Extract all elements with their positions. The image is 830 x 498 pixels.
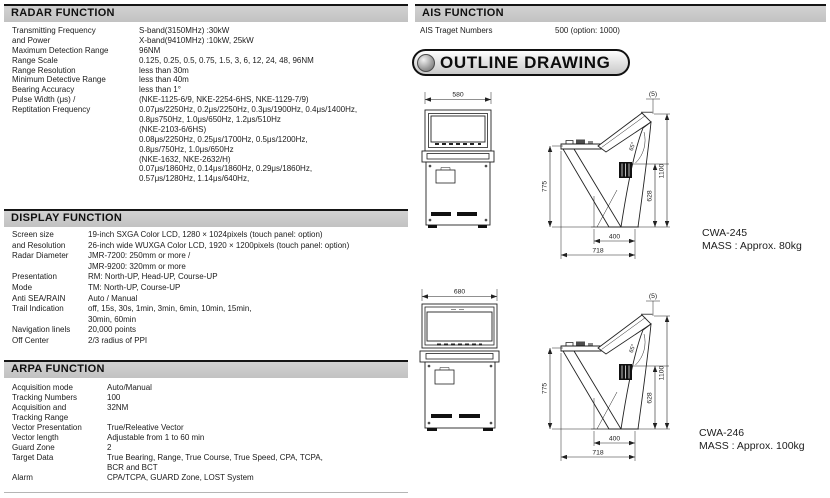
spec-row xyxy=(12,393,408,403)
spec-label-line: Trail Indication xyxy=(12,304,64,314)
spec-value xyxy=(139,66,408,76)
bottom-divider xyxy=(4,492,408,493)
spec-value-line: (NKE-1125-6/9, NKE-2254-6HS, NKE-1129-7/9) xyxy=(139,95,309,105)
spec-row xyxy=(12,95,408,184)
spec-value xyxy=(107,433,408,443)
spec-label-line: Tracking Range xyxy=(12,413,69,422)
spec-value xyxy=(139,26,408,46)
section-header-ais: AIS FUNCTION xyxy=(415,4,826,22)
spec-value xyxy=(139,46,408,56)
outline-drawing-badge xyxy=(412,49,630,76)
dim-front-width-label: 580 xyxy=(452,91,464,99)
spec-label xyxy=(420,26,555,36)
spec-row xyxy=(12,26,408,46)
spec-label-line: Target Data xyxy=(12,453,54,462)
spec-label xyxy=(12,393,107,403)
spec-label-line: and Power xyxy=(12,35,51,45)
spec-label xyxy=(12,423,107,433)
spec-value-line: 30min, 60min xyxy=(88,314,137,324)
spec-label xyxy=(12,443,107,453)
spec-row xyxy=(12,56,408,66)
model-mass: MASS : Approx. 100kg xyxy=(699,439,805,452)
spec-value-line: less than 40m xyxy=(139,75,189,85)
spec-value-line: 20,000 points xyxy=(88,325,137,335)
spec-value-line: JMR-7200: 250mm or more / xyxy=(88,251,191,261)
spec-value-line: 96NM xyxy=(139,45,161,55)
spec-value xyxy=(107,473,408,483)
spec-label-line: Range Resolution xyxy=(12,65,76,75)
spec-value xyxy=(88,304,408,325)
arpa-spec-table xyxy=(4,383,408,483)
spec-value xyxy=(139,56,408,66)
spec-value-line: 26-inch wide WUXGA Color LCD, 1920 × 1200pixels (touch panel: option) xyxy=(88,240,350,250)
spec-value xyxy=(88,251,408,272)
spec-value-line: 2/3 radius of PPI xyxy=(88,335,148,345)
spec-label xyxy=(12,251,88,272)
spec-label xyxy=(12,75,139,85)
spec-value-line: 32NM xyxy=(107,403,129,412)
spec-label xyxy=(12,85,139,95)
spec-value xyxy=(107,453,408,473)
spec-label-line: Vector length xyxy=(12,433,59,442)
spec-label xyxy=(12,66,139,76)
spec-row xyxy=(12,251,408,272)
spec-label xyxy=(12,433,107,443)
model-label-cwa-246 xyxy=(699,427,805,452)
spec-value xyxy=(107,383,408,393)
spec-label-line: Radar Diameter xyxy=(12,251,69,261)
bullet-sphere-icon xyxy=(417,54,435,72)
model-label-cwa-245 xyxy=(702,227,802,252)
spec-label-line: Range Scale xyxy=(12,55,58,65)
spec-label xyxy=(12,46,139,56)
spec-value-line: TM: North-UP, Course-UP xyxy=(88,282,181,292)
model-number: CWA-245 xyxy=(702,227,748,239)
spec-label xyxy=(12,230,88,251)
spec-value-line: less than 1° xyxy=(139,85,181,95)
spec-value xyxy=(139,95,408,184)
spec-value-line: 2 xyxy=(107,443,112,452)
section-header-display: DISPLAY FUNCTION xyxy=(4,209,408,227)
spec-value-line: True Bearing, Range, True Course, True Speed, CPA, TCPA, xyxy=(107,453,323,462)
spec-value-line: (NKE-1632, NKE-2632/H) xyxy=(139,154,231,164)
spec-value-line: S-band(3150MHz) :30kW xyxy=(139,26,230,35)
spec-value-line: Auto/Manual xyxy=(107,383,152,392)
spec-row xyxy=(12,325,408,336)
spec-value xyxy=(88,294,408,305)
spec-row xyxy=(12,473,408,483)
spec-row xyxy=(12,294,408,305)
spec-value xyxy=(555,26,826,36)
spec-value xyxy=(107,403,408,423)
spec-label xyxy=(12,383,107,393)
radar-spec-table xyxy=(4,26,408,184)
spec-label-line: Minimum Detective Range xyxy=(12,75,106,85)
spec-value-line: 0.8μs750Hz, 1.0μs/650Hz, 1.2μs/510Hz xyxy=(139,115,281,125)
spec-label-line: Alarm xyxy=(12,473,33,482)
spec-value-line: CPA/TCPA, GUARD Zone, LOST System xyxy=(107,473,254,482)
spec-value-line: True/Releative Vector xyxy=(107,423,184,432)
spec-label xyxy=(12,453,107,473)
spec-row xyxy=(420,26,826,36)
spec-label-line: Presentation xyxy=(12,272,57,282)
spec-row xyxy=(12,336,408,347)
spec-label-line: Off Center xyxy=(12,335,49,345)
spec-value xyxy=(139,75,408,85)
spec-label-line: Bearing Accuracy xyxy=(12,85,75,95)
spec-value-line: off, 15s, 30s, 1min, 3min, 6min, 10min, 15min, xyxy=(88,304,252,314)
spec-value-line: RM: North-UP, Head-UP, Course-UP xyxy=(88,272,218,282)
spec-value-line: (NKE-2103-6/6HS) xyxy=(139,124,207,134)
spec-value xyxy=(88,272,408,293)
spec-label-line: AIS Traget Numbers xyxy=(420,26,493,35)
spec-value-line: 0.125, 0.25, 0.5, 0.75, 1.5, 3, 6, 12, 24, 48, 96NM xyxy=(139,55,314,65)
spec-row xyxy=(12,75,408,85)
spec-value xyxy=(88,230,408,251)
spec-row xyxy=(12,423,408,433)
model-mass: MASS : Approx. 80kg xyxy=(702,239,802,252)
spec-value xyxy=(107,393,408,403)
spec-label xyxy=(12,272,88,293)
spec-label-line: Anti SEA/RAIN xyxy=(12,293,66,303)
spec-label-line: Transmitting Frequency xyxy=(12,26,96,35)
spec-value-line: 0.07μs/2250Hz, 0.2μs/2250Hz, 0.3μs/1900Hz, 0.4μs/1400Hz, xyxy=(139,105,358,115)
spec-value-line: 0.07μs/1860Hz, 0.14μs/1860Hz, 0.29μs/1860Hz, xyxy=(139,164,313,174)
spec-value-line: less than 30m xyxy=(139,65,189,75)
spec-row xyxy=(12,66,408,76)
spec-label-line: Mode xyxy=(12,282,33,292)
spec-label-line: Screen size xyxy=(12,230,54,239)
spec-row xyxy=(12,383,408,393)
spec-label xyxy=(12,336,88,347)
spec-value-line: 19-inch SXGA Color LCD, 1280 × 1024pixels (touch panel: option) xyxy=(88,230,323,239)
spec-value-line: 0.8μs/750Hz, 1.0μs/650Hz xyxy=(139,144,234,154)
spec-row xyxy=(12,443,408,453)
spec-label xyxy=(12,26,139,46)
spec-value xyxy=(107,423,408,433)
spec-row xyxy=(12,304,408,325)
spec-value xyxy=(88,336,408,347)
dim-front-width-label: 680 xyxy=(453,288,466,296)
section-header-radar: RADAR FUNCTION xyxy=(4,4,408,22)
outline-drawing-title: OUTLINE DRAWING xyxy=(440,52,611,72)
spec-row xyxy=(12,85,408,95)
spec-label-line: Acquisition and xyxy=(12,403,67,412)
section-header-arpa: ARPA FUNCTION xyxy=(4,360,408,378)
spec-label xyxy=(12,325,88,336)
spec-label-line: Guard Zone xyxy=(12,443,55,452)
spec-value-line: 500 (option: 1000) xyxy=(555,26,620,35)
spec-row xyxy=(12,403,408,423)
spec-row xyxy=(12,230,408,251)
spec-value-line: 0.57μs/1280Hz, 1.14μs/640Hz, xyxy=(139,174,250,184)
spec-row xyxy=(12,272,408,293)
spec-value-line: JMR-9200: 320mm or more xyxy=(88,261,186,271)
spec-row xyxy=(12,453,408,473)
spec-row xyxy=(12,46,408,56)
spec-label xyxy=(12,473,107,483)
spec-label xyxy=(12,403,107,423)
spec-value-line: BCR and BCT xyxy=(107,463,158,472)
spec-label xyxy=(12,304,88,325)
spec-label-line: and Resolution xyxy=(12,240,66,250)
spec-label-line: Vector Presentation xyxy=(12,423,82,432)
model-number: CWA-246 xyxy=(699,427,745,439)
spec-value-line: 0.08μs/2250Hz, 0.25μs/1700Hz, 0.5μs/1200Hz, xyxy=(139,134,308,144)
spec-row xyxy=(12,433,408,443)
spec-value-line: Auto / Manual xyxy=(88,293,138,303)
console-front-view-580 xyxy=(422,92,494,229)
console-front-view-680 xyxy=(420,289,499,432)
spec-value xyxy=(139,85,408,95)
spec-value-line: Adjustable from 1 to 60 min xyxy=(107,433,205,442)
spec-label-line: Reptitation Frequency xyxy=(12,105,91,115)
spec-label xyxy=(12,56,139,66)
spec-value xyxy=(107,443,408,453)
spec-label-line: Navigation linels xyxy=(12,325,71,335)
spec-label-line: Tracking Numbers xyxy=(12,393,78,402)
ais-spec-table xyxy=(415,26,826,36)
spec-label-line: Maximum Detection Range xyxy=(12,45,109,55)
display-spec-table xyxy=(4,230,408,347)
spec-label-line: Acquisition mode xyxy=(12,383,73,392)
spec-value-line: 100 xyxy=(107,393,121,402)
spec-label xyxy=(12,294,88,305)
spec-value-line: X-band(9410MHz) :10kW, 25kW xyxy=(139,35,254,45)
spec-label-line: Pulse Width (μs) / xyxy=(12,95,76,105)
spec-label xyxy=(12,95,139,184)
spec-value xyxy=(88,325,408,336)
